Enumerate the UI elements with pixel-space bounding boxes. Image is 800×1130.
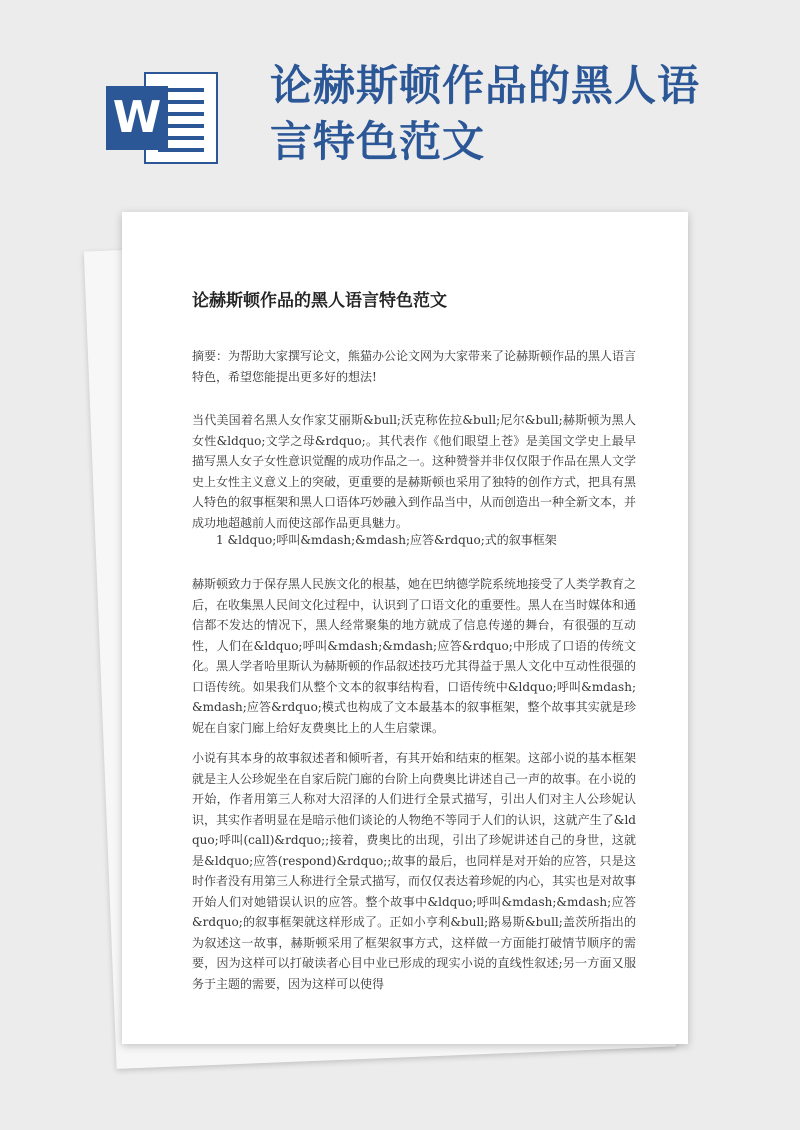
document-title: 论赫斯顿作品的黑人语言特色范文 bbox=[192, 291, 447, 311]
word-logo-icon bbox=[106, 72, 218, 164]
section-heading: 1 &ldquo;呼叫&mdash;&mdash;应答&rdquo;式的叙事框架 bbox=[216, 533, 557, 547]
body-paragraph-1: 当代美国着名黑人女作家艾丽斯&bull;沃克称佐拉&bull;尼尔&bull;赫斯顿为黑人女性&ldquo;文学之母&rdquo;。其代表作《他们眼望上苍》是美国文学史上最早描写黑人女子女性意识觉醒的成功作品之一。这种赞誉并非仅仅限于作品在黑人文学史上女性主义意义上的突破，更重要的是赫斯顿也采用了独特的创作方式，把具有黑人特色的叙事框架和黑人口语体巧妙融入到作品当中，从而创造出一种全新文本，并成功地超越前人而使这部作品更具魅力。 bbox=[192, 413, 637, 530]
abstract-paragraph: 摘要：为帮助大家撰写论文，熊猫办公论文网为大家带来了论赫斯顿作品的黑人语言特色，希望您能提出更多好的想法! bbox=[192, 349, 637, 384]
body-paragraph-3: 小说有其本身的故事叙述者和倾听者，有其开始和结束的框架。这部小说的基本框架就是主人公珍妮坐在自家后院门廊的台阶上向费奥比讲述自己一声的故事。在小说的开始，作者用第三人称对大沼泽的人们进行全景式描写，引出人们对主人公珍妮认识，其实作者明显在是暗示他们谈论的人物绝不等同于人们的认识，这就产生了&ldquo;呼叫(call)&rdquo;;接着，费奥比的出现，引出了珍妮讲述自己的身世，这就是&ldquo;应答(respond)&rdquo;;故事的最后，也同样是对开始的应答，只是这时作者没有用第三人称进行全景式描写，而仅仅表达着珍妮的内心，其实也是对故事开始人们对她错误认识的应答。整个故事中&ldquo;呼叫&mdash;&mdash;应答&rdquo;的叙事框架就这样形成了。正如小亨利&bull;路易斯&bull;盖茨所指出的为叙述这一故事，赫斯顿采用了框架叙事方式，这样做一方面能打破情节顺序的需要，因为这样可以打破读者心目中业已形成的现实小说的直线性叙述;另一方面又服务于主题的需要，因为这样可以使得 bbox=[192, 751, 637, 991]
banner-title: 论赫斯顿作品的黑人语言特色范文 bbox=[270, 61, 701, 166]
body-paragraph-2: 赫斯顿致力于保存黑人民族文化的根基，她在巴纳德学院系统地接受了人类学教育之后，在收集黑人民间文化过程中，认识到了口语文化的重要性。黑人在当时媒体和通信都不发达的情况下，黑人经常聚集的地方就成了信息传递的舞台，有很强的互动性，人们在&ldquo;呼叫&mdash;&mdash;应答&rdquo;中形成了口语的传统文化。黑人学者哈里斯认为赫斯顿的作品叙述技巧尤其得益于黑人文化中互动性很强的口语传统。如果我们从整个文本的叙事结构看，口语传统中&ldquo;呼叫&mdash;&mdash;应答&rdquo;模式也构成了文本最基本的叙事框架，整个故事其实就是珍妮在自家门廊上给好友费奥比上的人生启蒙课。 bbox=[192, 577, 637, 735]
word-w-tile: W bbox=[106, 86, 168, 150]
document-page bbox=[122, 212, 688, 1044]
